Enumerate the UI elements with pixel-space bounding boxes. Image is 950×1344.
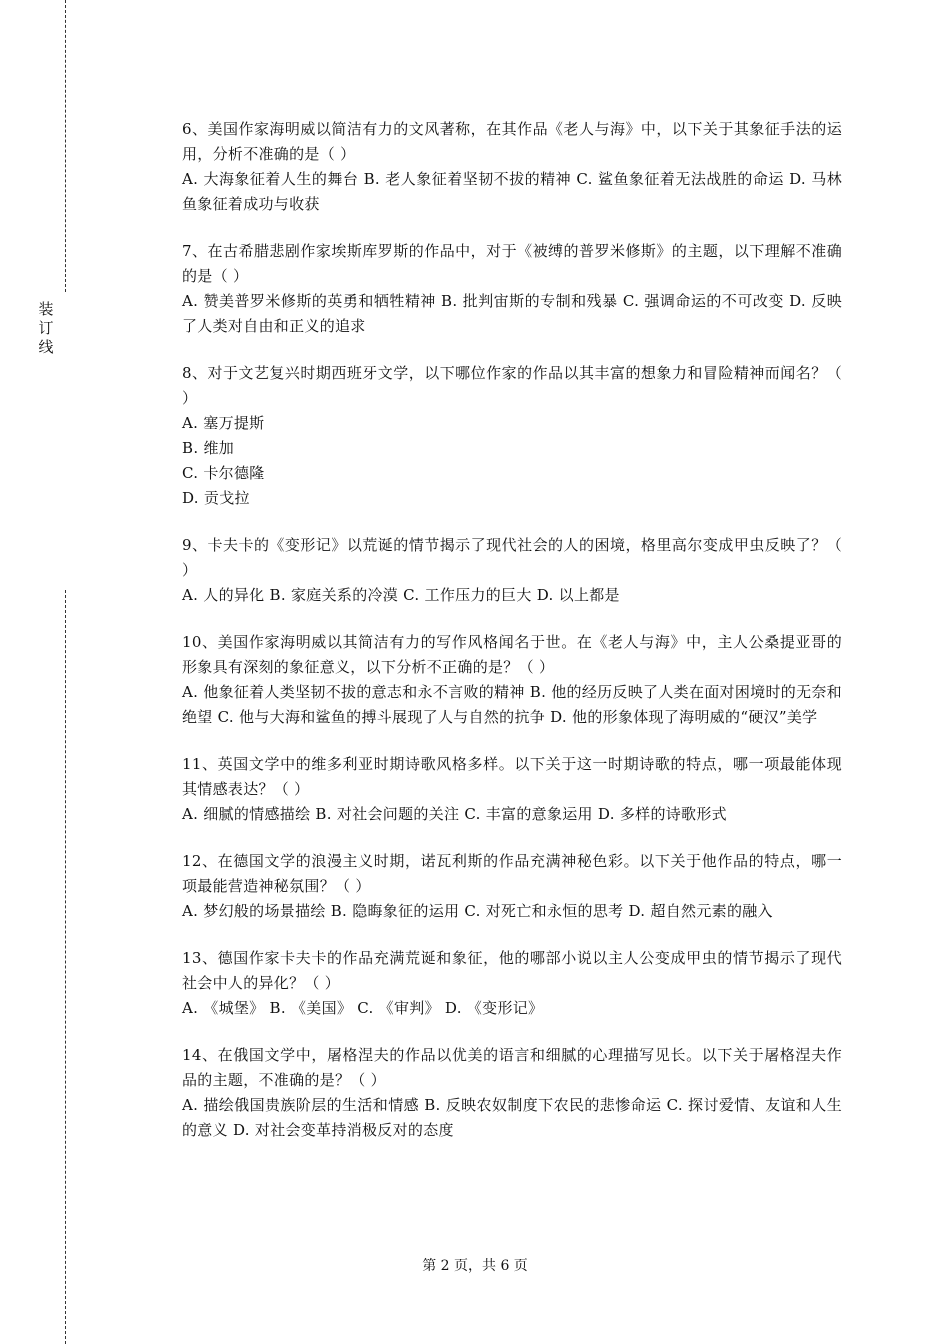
question-options: A. 细腻的情感描绘 B. 对社会问题的关注 C. 丰富的意象运用 D. 多样的诗歌形式 <box>182 805 727 823</box>
binding-char: 订 <box>38 319 54 337</box>
page-footer: 第 2 页，共 6 页 <box>422 1258 528 1274</box>
question-stem: 14、在俄国文学中，屠格涅夫的作品以优美的语言和细腻的心理描写见长。以下关于屠格涅夫作品的主题，不准确的是？（ ） <box>182 1046 842 1089</box>
question-options: A. 人的异化 B. 家庭关系的冷漠 C. 工作压力的巨大 D. 以上都是 <box>182 586 620 604</box>
question-13 <box>182 946 842 1021</box>
question-options: A. 他象征着人类坚韧不拔的意志和永不言败的精神 B. 他的经历反映了人类在面对困境时的无奈和绝望 C. 他与大海和鲨鱼的搏斗展现了人与自然的抗争 D. 他的形象体现了海明威的“硬汉”美学 <box>182 683 842 726</box>
question-stem: 13、德国作家卡夫卡的作品充满荒诞和象征，他的哪部小说以主人公变成甲虫的情节揭示了现代社会中人的异化？（ ） <box>182 949 842 992</box>
binding-char: 线 <box>38 338 54 356</box>
question-stem: 11、英国文学中的维多利亚时期诗歌风格多样。以下关于这一时期诗歌的特点，哪一项最能体现其情感表达？（ ） <box>182 755 842 798</box>
binding-char: 装 <box>38 300 54 318</box>
question-options: A. 赞美普罗米修斯的英勇和牺牲精神 B. 批判宙斯的专制和残暴 C. 强调命运的不可改变 D. 反映了人类对自由和正义的追求 <box>182 292 842 335</box>
question-14 <box>182 1043 842 1143</box>
question-option: B. 维加 <box>182 439 235 457</box>
question-7 <box>182 239 842 339</box>
question-stem: 8、对于文艺复兴时期西班牙文学，以下哪位作家的作品以其丰富的想象力和冒险精神而闻名？（ ） <box>182 364 842 407</box>
question-options: A. 《城堡》 B. 《美国》 C. 《审判》 D. 《变形记》 <box>182 999 544 1017</box>
question-options: A. 梦幻般的场景描绘 B. 隐晦象征的运用 C. 对死亡和永恒的思考 D. 超自然元素的融入 <box>182 902 773 920</box>
question-11 <box>182 752 842 827</box>
question-stem: 12、在德国文学的浪漫主义时期，诺瓦利斯的作品充满神秘色彩。以下关于他作品的特点，哪一项最能营造神秘氛围？（ ） <box>182 852 842 895</box>
question-stem: 10、美国作家海明威以其简洁有力的写作风格闻名于世。在《老人与海》中，主人公桑提亚哥的形象具有深刻的象征意义，以下分析不正确的是？（ ） <box>182 633 842 676</box>
question-8 <box>182 361 842 511</box>
question-list <box>182 117 842 1165</box>
question-12 <box>182 849 842 924</box>
binding-line-top <box>65 0 66 292</box>
question-9 <box>182 533 842 608</box>
binding-line-bottom <box>65 590 66 1344</box>
question-6 <box>182 117 842 217</box>
question-option: C. 卡尔德隆 <box>182 464 265 482</box>
question-options: A. 大海象征着人生的舞台 B. 老人象征着坚韧不拔的精神 C. 鲨鱼象征着无法战胜的命运 D. 马林鱼象征着成功与收获 <box>182 170 842 213</box>
question-stem: 9、卡夫卡的《变形记》以荒诞的情节揭示了现代社会的人的困境，格里高尔变成甲虫反映了？（ ） <box>182 536 842 579</box>
question-option: D. 贡戈拉 <box>182 489 250 507</box>
question-stem: 6、美国作家海明威以简洁有力的文风著称，在其作品《老人与海》中，以下关于其象征手法的运用，分析不准确的是（ ） <box>182 120 842 163</box>
question-10 <box>182 630 842 730</box>
question-stem: 7、在古希腊悲剧作家埃斯库罗斯的作品中，对于《被缚的普罗米修斯》的主题，以下理解不准确的是（ ） <box>182 242 842 285</box>
binding-label <box>36 300 56 357</box>
question-option: A. 塞万提斯 <box>182 414 265 432</box>
question-options: A. 描绘俄国贵族阶层的生活和情感 B. 反映农奴制度下农民的悲惨命运 C. 探讨爱情、友谊和人生的意义 D. 对社会变革持消极反对的态度 <box>182 1096 842 1139</box>
